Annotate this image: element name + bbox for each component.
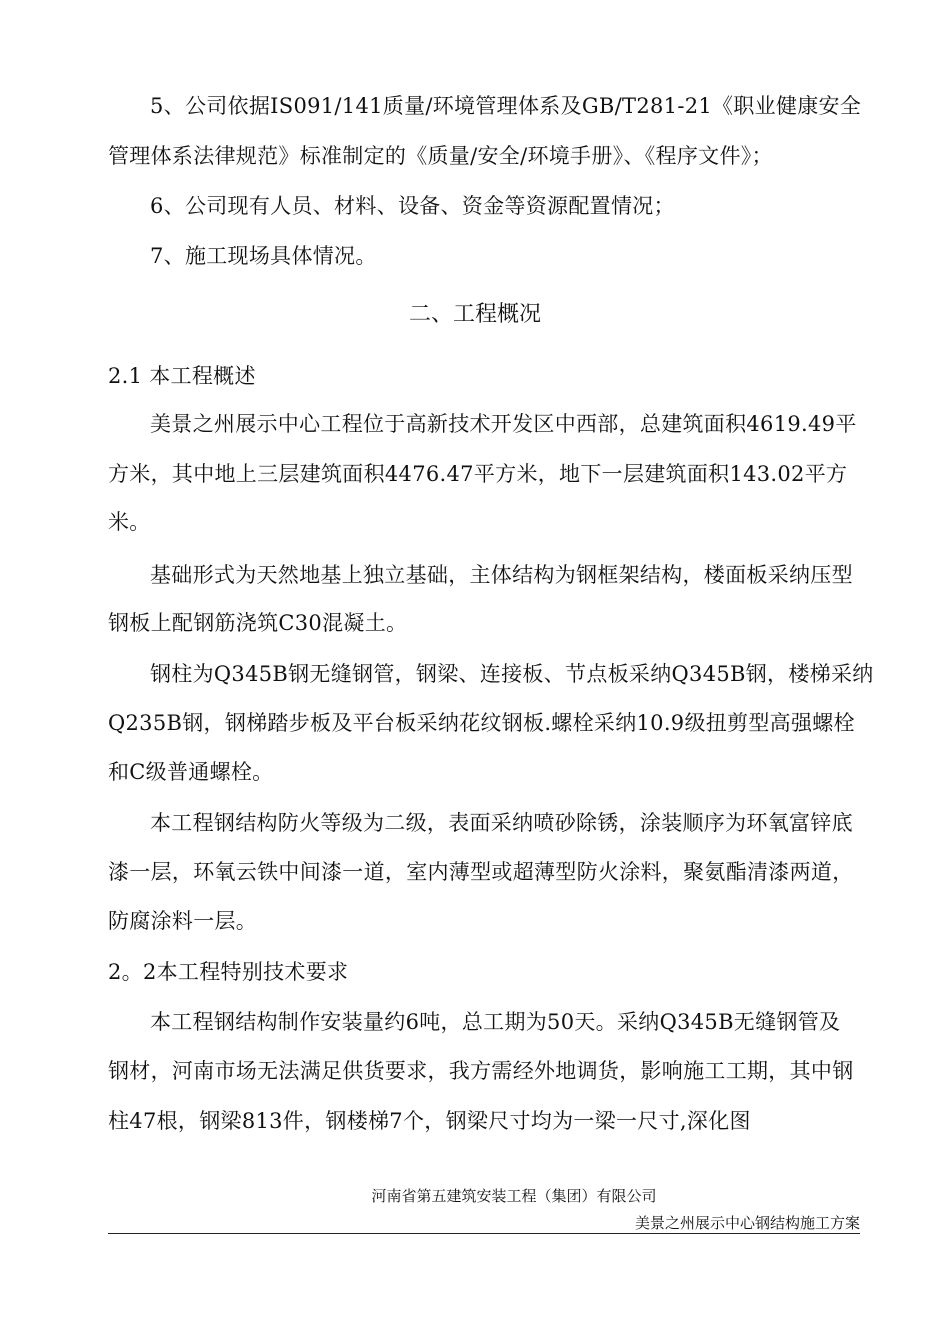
subsection-heading: 2。2本工程特别技术要求 xyxy=(108,960,349,984)
subsection-heading: 2.1 本工程概述 xyxy=(108,364,256,388)
body-line: 钢材，河南市场无法满足供货要求，我方需经外地调货，影响施工工期，其中钢 xyxy=(108,1059,854,1083)
body-line: 防腐涂料一层。 xyxy=(108,909,258,933)
footer-company: 河南省第五建筑安装工程（集团）有限公司 xyxy=(371,1187,657,1205)
footer-doc-title: 美景之州展示中心钢结构施工方案 xyxy=(634,1214,860,1232)
body-line: 管理体系法律规范》标准制定的《质量/安全/环境手册》、《程序文件》； xyxy=(108,144,773,168)
body-line: 6、公司现有人员、材料、设备、资金等资源配置情况； xyxy=(150,194,675,218)
body-line: 本工程钢结构制作安装量约6吨，总工期为50天。采纳Q345B无缝钢管及 xyxy=(150,1010,841,1034)
body-line: 漆一层，环氧云铁中间漆一道，室内薄型或超薄型防火涂料，聚氨酯清漆两道， xyxy=(108,860,854,884)
body-line: 柱47根，钢梁813件，钢楼梯7个，钢梁尺寸均为一梁一尺寸,深化图 xyxy=(108,1109,751,1133)
body-line: 7、施工现场具体情况。 xyxy=(150,244,377,268)
body-line: Q235B钢，钢梯踏步板及平台板采纳花纹钢板.螺栓采纳10.9级扭剪型高强螺栓 xyxy=(108,711,855,735)
section-heading: 二、工程概况 xyxy=(408,302,541,327)
body-line: 米。 xyxy=(108,510,151,534)
body-line: 美景之州展示中心工程位于高新技术开发区中西部，总建筑面积4619.49平 xyxy=(150,412,857,436)
body-line: 和C级普通螺栓。 xyxy=(108,760,274,784)
body-line: 5、公司依据IS091/141质量/环境管理体系及GB/T281-21《职业健康安全 xyxy=(150,94,862,118)
body-line: 钢柱为Q345B钢无缝钢管，钢梁、连接板、节点板采纳Q345B钢，楼梯采纳 xyxy=(150,662,874,686)
body-line: 本工程钢结构防火等级为二级，表面采纳喷砂除锈，涂装顺序为环氧富锌底 xyxy=(150,811,853,835)
body-line: 基础形式为天然地基上独立基础，主体结构为钢框架结构，楼面板采纳压型 xyxy=(150,563,853,587)
footer-rule xyxy=(108,1233,860,1234)
body-line: 方米，其中地上三层建筑面积4476.47平方米，地下一层建筑面积143.02平方 xyxy=(108,462,848,486)
body-line: 钢板上配钢筋浇筑C30混凝土。 xyxy=(108,611,408,635)
